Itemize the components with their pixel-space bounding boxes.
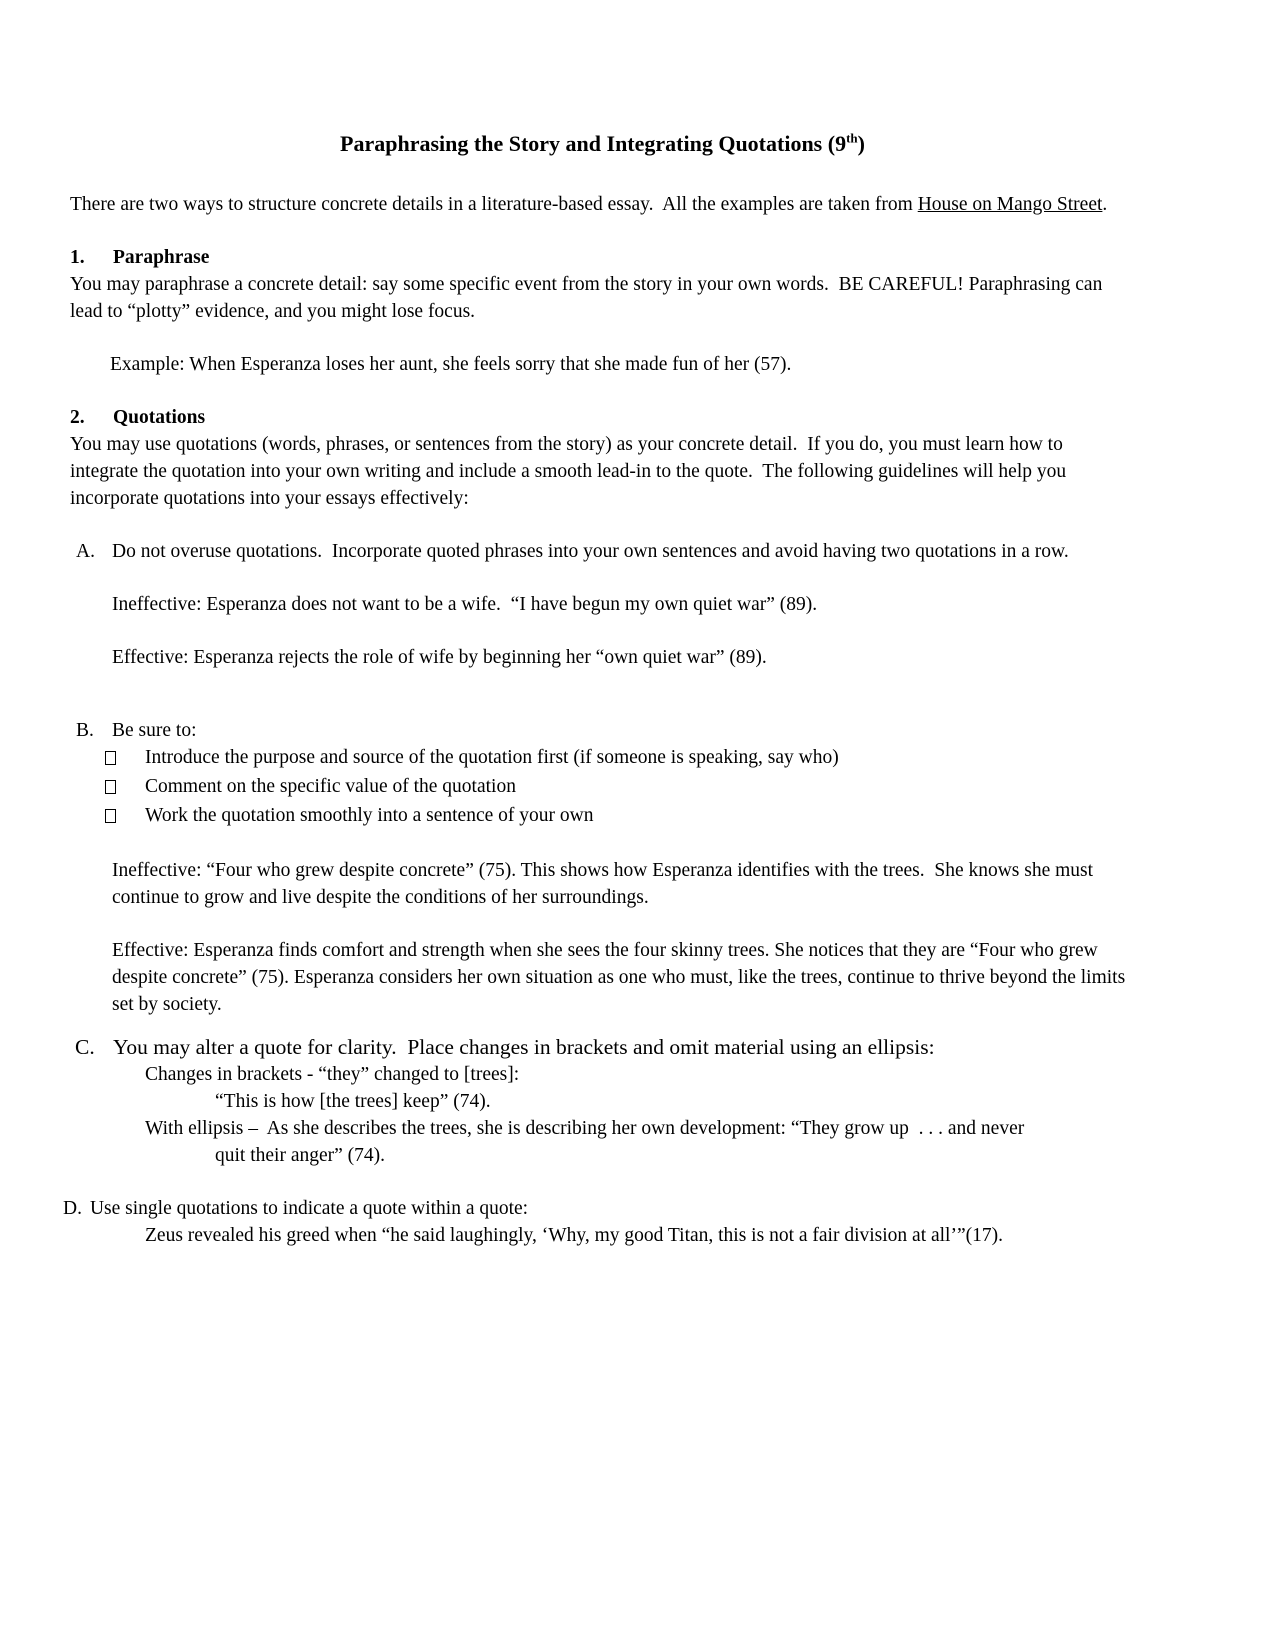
intro-text: There are two ways to structure concrete details in a literature-based essay. All the examples are taken from bbox=[70, 194, 918, 215]
section-2-heading-label: Quotations bbox=[113, 407, 206, 428]
item-b-effective-example: Effective: Esperanza finds comfort and strength when she sees the four skinny trees. She notices that they are “Four who grew despite concrete” (75). Esperanza considers her own situation as one who must, like the trees, continue to thrive beyond the limits set by society. bbox=[112, 940, 1131, 1015]
checkbox-bullet-icon bbox=[105, 802, 145, 831]
section-1-example: Example: When Esperanza loses her aunt, she feels sorry that she made fun of her (57). bbox=[110, 354, 792, 375]
section-1-body: You may paraphrase a concrete detail: say some specific event from the story in your own words. BE CAREFUL! Paraphrasing can lead to “plotty” evidence, and you might lose focus. bbox=[70, 274, 1108, 322]
item-b-bullet-2 bbox=[105, 773, 1135, 802]
item-b-ineffective-example: Ineffective: “Four who grew despite concrete” (75). This shows how Esperanza identifies with the trees. She knows she must continue to grow and live despite the conditions of her surroundings. bbox=[112, 860, 1098, 908]
section-1-number: 1. bbox=[70, 247, 85, 268]
checkbox-bullet-icon bbox=[105, 773, 145, 802]
item-c-text: You may alter a quote for clarity. Place changes in brackets and omit material using an ellipsis: bbox=[113, 1035, 935, 1059]
item-c-brackets-example: “This is how [the trees] keep” (74). bbox=[215, 1091, 491, 1112]
item-a-effective-example: Effective: Esperanza rejects the role of wife by beginning her “own quiet war” (89). bbox=[112, 647, 767, 668]
item-b-bullet-2-text: Comment on the specific value of the quotation bbox=[145, 776, 516, 797]
item-d-example: Zeus revealed his greed when “he said laughingly, ‘Why, my good Titan, this is not a fair division at all’”(17). bbox=[145, 1225, 1003, 1246]
section-2-heading bbox=[70, 404, 1135, 431]
item-b-bullet-1 bbox=[105, 744, 1135, 773]
book-title-underlined: House on Mango Street bbox=[917, 194, 1103, 215]
item-a bbox=[76, 538, 1135, 565]
item-c-ellipsis-line-continued: quit their anger” (74). bbox=[215, 1145, 386, 1166]
item-b-text: Be sure to: bbox=[112, 720, 197, 741]
item-d bbox=[63, 1195, 1135, 1222]
item-b-bullet-3-text: Work the quotation smoothly into a sentence of your own bbox=[145, 805, 594, 826]
section-2-number: 2. bbox=[70, 407, 85, 428]
item-c-ellipsis-line: With ellipsis – As she describes the trees, she is describing her own development: “They grow up . . . and never bbox=[145, 1118, 1025, 1139]
item-b-letter: B. bbox=[76, 720, 94, 741]
item-c-brackets-line: Changes in brackets - “they” changed to [trees]: bbox=[145, 1064, 520, 1085]
item-a-text: Do not overuse quotations. Incorporate quoted phrases into your own sentences and avoid having two quotations in a row. bbox=[112, 541, 1069, 562]
page-title-superscript: th bbox=[846, 130, 858, 146]
page-title-text: Paraphrasing the Story and Integrating Quotations (9 bbox=[340, 131, 847, 156]
item-b bbox=[76, 717, 1135, 744]
item-b-bullet-1-text: Introduce the purpose and source of the quotation first (if someone is speaking, say who) bbox=[145, 747, 839, 768]
section-2-body: You may use quotations (words, phrases, or sentences from the story) as your concrete detail. If you do, you must learn how to integrate the quotation into your own writing and include a smooth lead-in to the quote. The following guidelines will help you incorporate quotations into your essays effectively: bbox=[70, 434, 1071, 509]
page-title-suffix: ) bbox=[857, 131, 865, 156]
section-1-heading-label: Paraphrase bbox=[113, 247, 210, 268]
item-a-letter: A. bbox=[76, 541, 95, 562]
checkbox-bullet-icon bbox=[105, 744, 145, 773]
item-b-bullet-3 bbox=[105, 802, 1135, 831]
item-c bbox=[75, 1033, 1135, 1061]
item-d-letter: D. bbox=[63, 1198, 82, 1219]
page-title bbox=[70, 130, 1135, 157]
item-c-letter: C. bbox=[75, 1035, 95, 1059]
item-a-ineffective-example: Ineffective: Esperanza does not want to be a wife. “I have begun my own quiet war” (89). bbox=[112, 594, 818, 615]
section-1-heading bbox=[70, 244, 1135, 271]
intro-period: . bbox=[1102, 194, 1108, 215]
item-d-text: Use single quotations to indicate a quote within a quote: bbox=[89, 1198, 529, 1219]
intro-paragraph bbox=[70, 191, 1135, 218]
